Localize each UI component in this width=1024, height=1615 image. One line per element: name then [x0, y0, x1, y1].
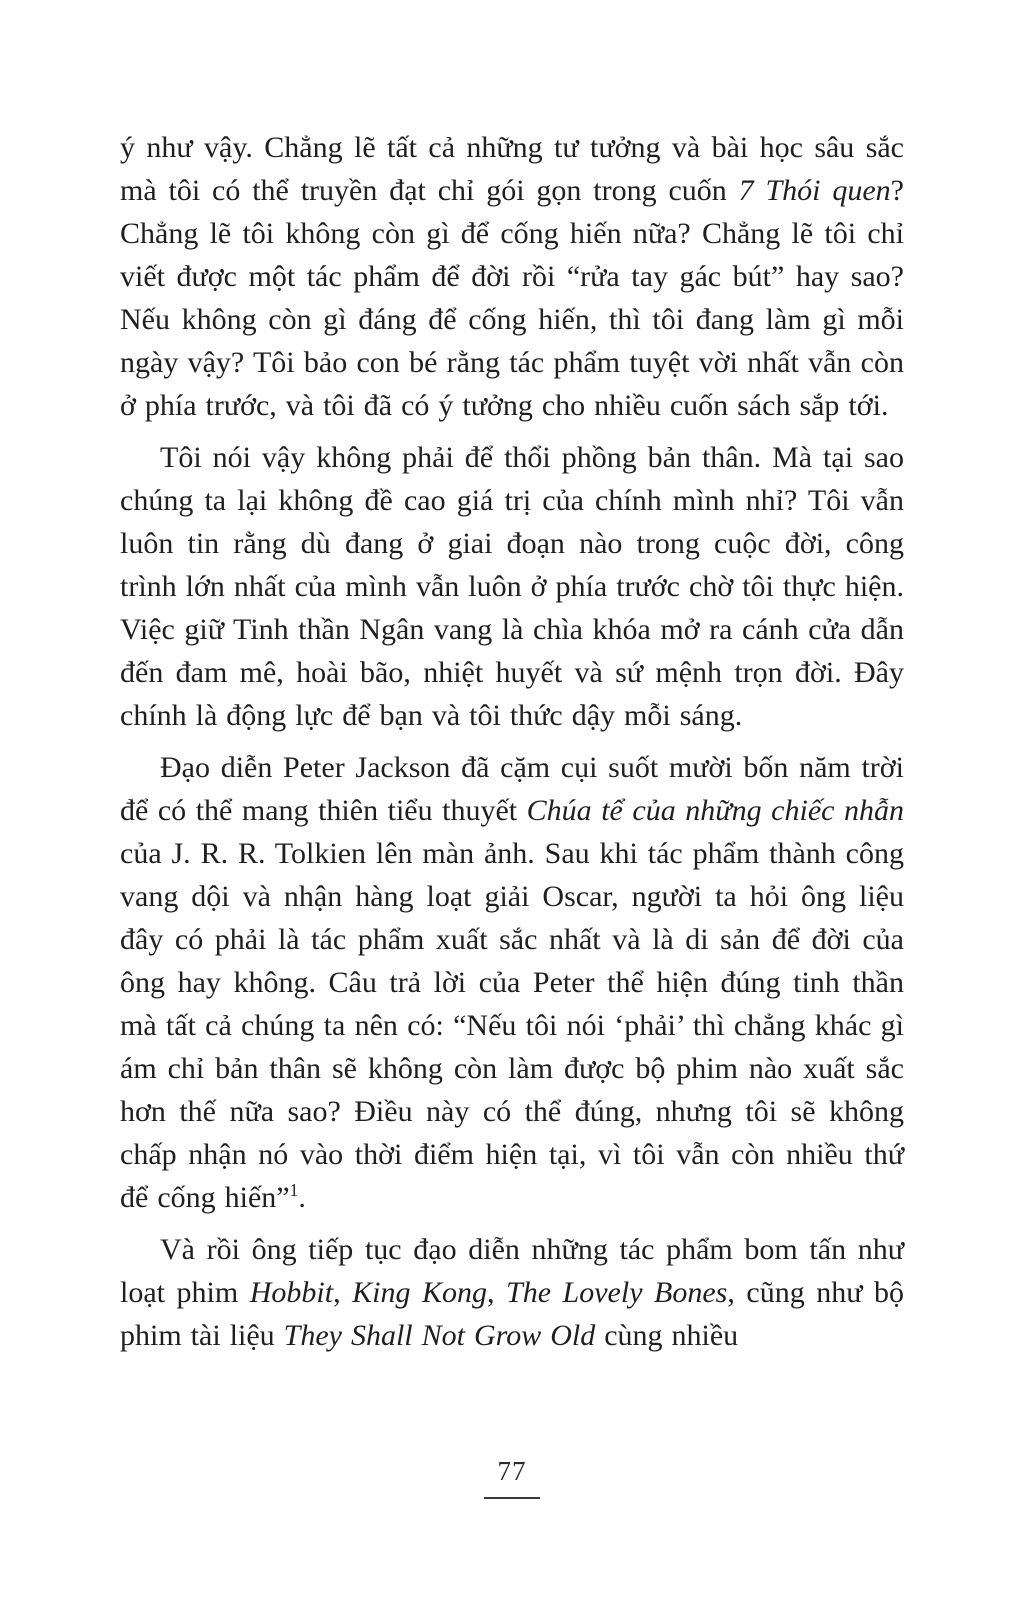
- body-text: [120, 126, 904, 1357]
- text-segment: Đạo diễn Peter Jackson đã cặm cụi suốt mười bốn năm trời để có thể mang thiên tiểu thuyết: [120, 751, 904, 827]
- page-number-rule: [484, 1497, 540, 1499]
- italic-title-text: 7 Thói quen: [738, 174, 891, 207]
- text-segment: của J. R. R. Tolkien lên màn ảnh. Sau khi tác phẩm thành công vang dội và nhận hàng loạt giải Oscar, người ta hỏi ông liệu đây có phải là tác phẩm xuất sắc nhất và là di sản để đời của ông hay không. Câu trả lời của Peter thể hiện đúng tinh thần mà tất cả chúng ta nên có: “Nếu tôi nói ‘phải’ thì chẳng khác gì ám chỉ bản thân sẽ không còn làm được bộ phim nào xuất sắc hơn thế nữa sao? Điều này có thể đúng, nhưng tôi sẽ không chấp nhận nó vào thời điểm hiện tại, vì tôi vẫn còn nhiều thứ để cống hiến”: [120, 837, 904, 1214]
- text-segment: cùng nhiều: [595, 1319, 739, 1352]
- italic-title-text: King Kong: [352, 1276, 487, 1309]
- text-segment: Tôi nói vậy không phải để thổi phồng bản thân. Mà tại sao chúng ta lại không đề cao giá trị của chính mình nhỉ? Tôi vẫn luôn tin rằng dù đang ở giai đoạn nào trong cuộc đời, công trình lớn nhất của mình vẫn luôn ở phía trước chờ tôi thực hiện. Việc giữ Tinh thần Ngân vang là chìa khóa mở ra cánh cửa dẫn đến đam mê, hoài bão, nhiệt huyết và sứ mệnh trọn đời. Đây chính là động lực để bạn và tôi thức dậy mỗi sáng.: [120, 441, 904, 732]
- page-number: 77: [497, 1456, 527, 1486]
- paragraph: [120, 436, 904, 737]
- page-footer: [0, 1455, 1024, 1499]
- paragraph: [120, 746, 904, 1219]
- text-segment: Và rồi ông tiếp tục đạo diễn những tác phẩm bom tấn như loạt phim: [120, 1233, 904, 1309]
- italic-title-text: They Shall Not Grow Old: [283, 1319, 596, 1352]
- text-segment: , cũng như bộ phim tài liệu: [120, 1276, 905, 1352]
- paragraph: [120, 1228, 904, 1357]
- italic-title-text: The Lovely Bones: [506, 1276, 728, 1309]
- text-segment: .: [298, 1181, 306, 1214]
- italic-title-text: Chúa tể của những chiếc nhẫn: [526, 794, 904, 827]
- text-segment: ,: [486, 1276, 507, 1309]
- paragraph: [120, 126, 904, 427]
- italic-title-text: Hobbit: [249, 1276, 334, 1309]
- text-segment: ý như vậy. Chẳng lẽ tất cả những tư tưởng và bài học sâu sắc mà tôi có thể truyền đạt chỉ gói gọn trong cuốn: [120, 131, 904, 207]
- footnote-marker: 1: [289, 1180, 299, 1200]
- text-segment: ,: [333, 1276, 353, 1309]
- text-segment: ? Chẳng lẽ tôi không còn gì để cống hiến nữa? Chẳng lẽ tôi chỉ viết được một tác phẩm để đời rồi “rửa tay gác bút” hay sao? Nếu không còn gì đáng để cống hiến, thì tôi đang làm gì mỗi ngày vậy? Tôi bảo con bé rằng tác phẩm tuyệt vời nhất vẫn còn ở phía trước, và tôi đã có ý tưởng cho nhiều cuốn sách sắp tới.: [120, 174, 904, 422]
